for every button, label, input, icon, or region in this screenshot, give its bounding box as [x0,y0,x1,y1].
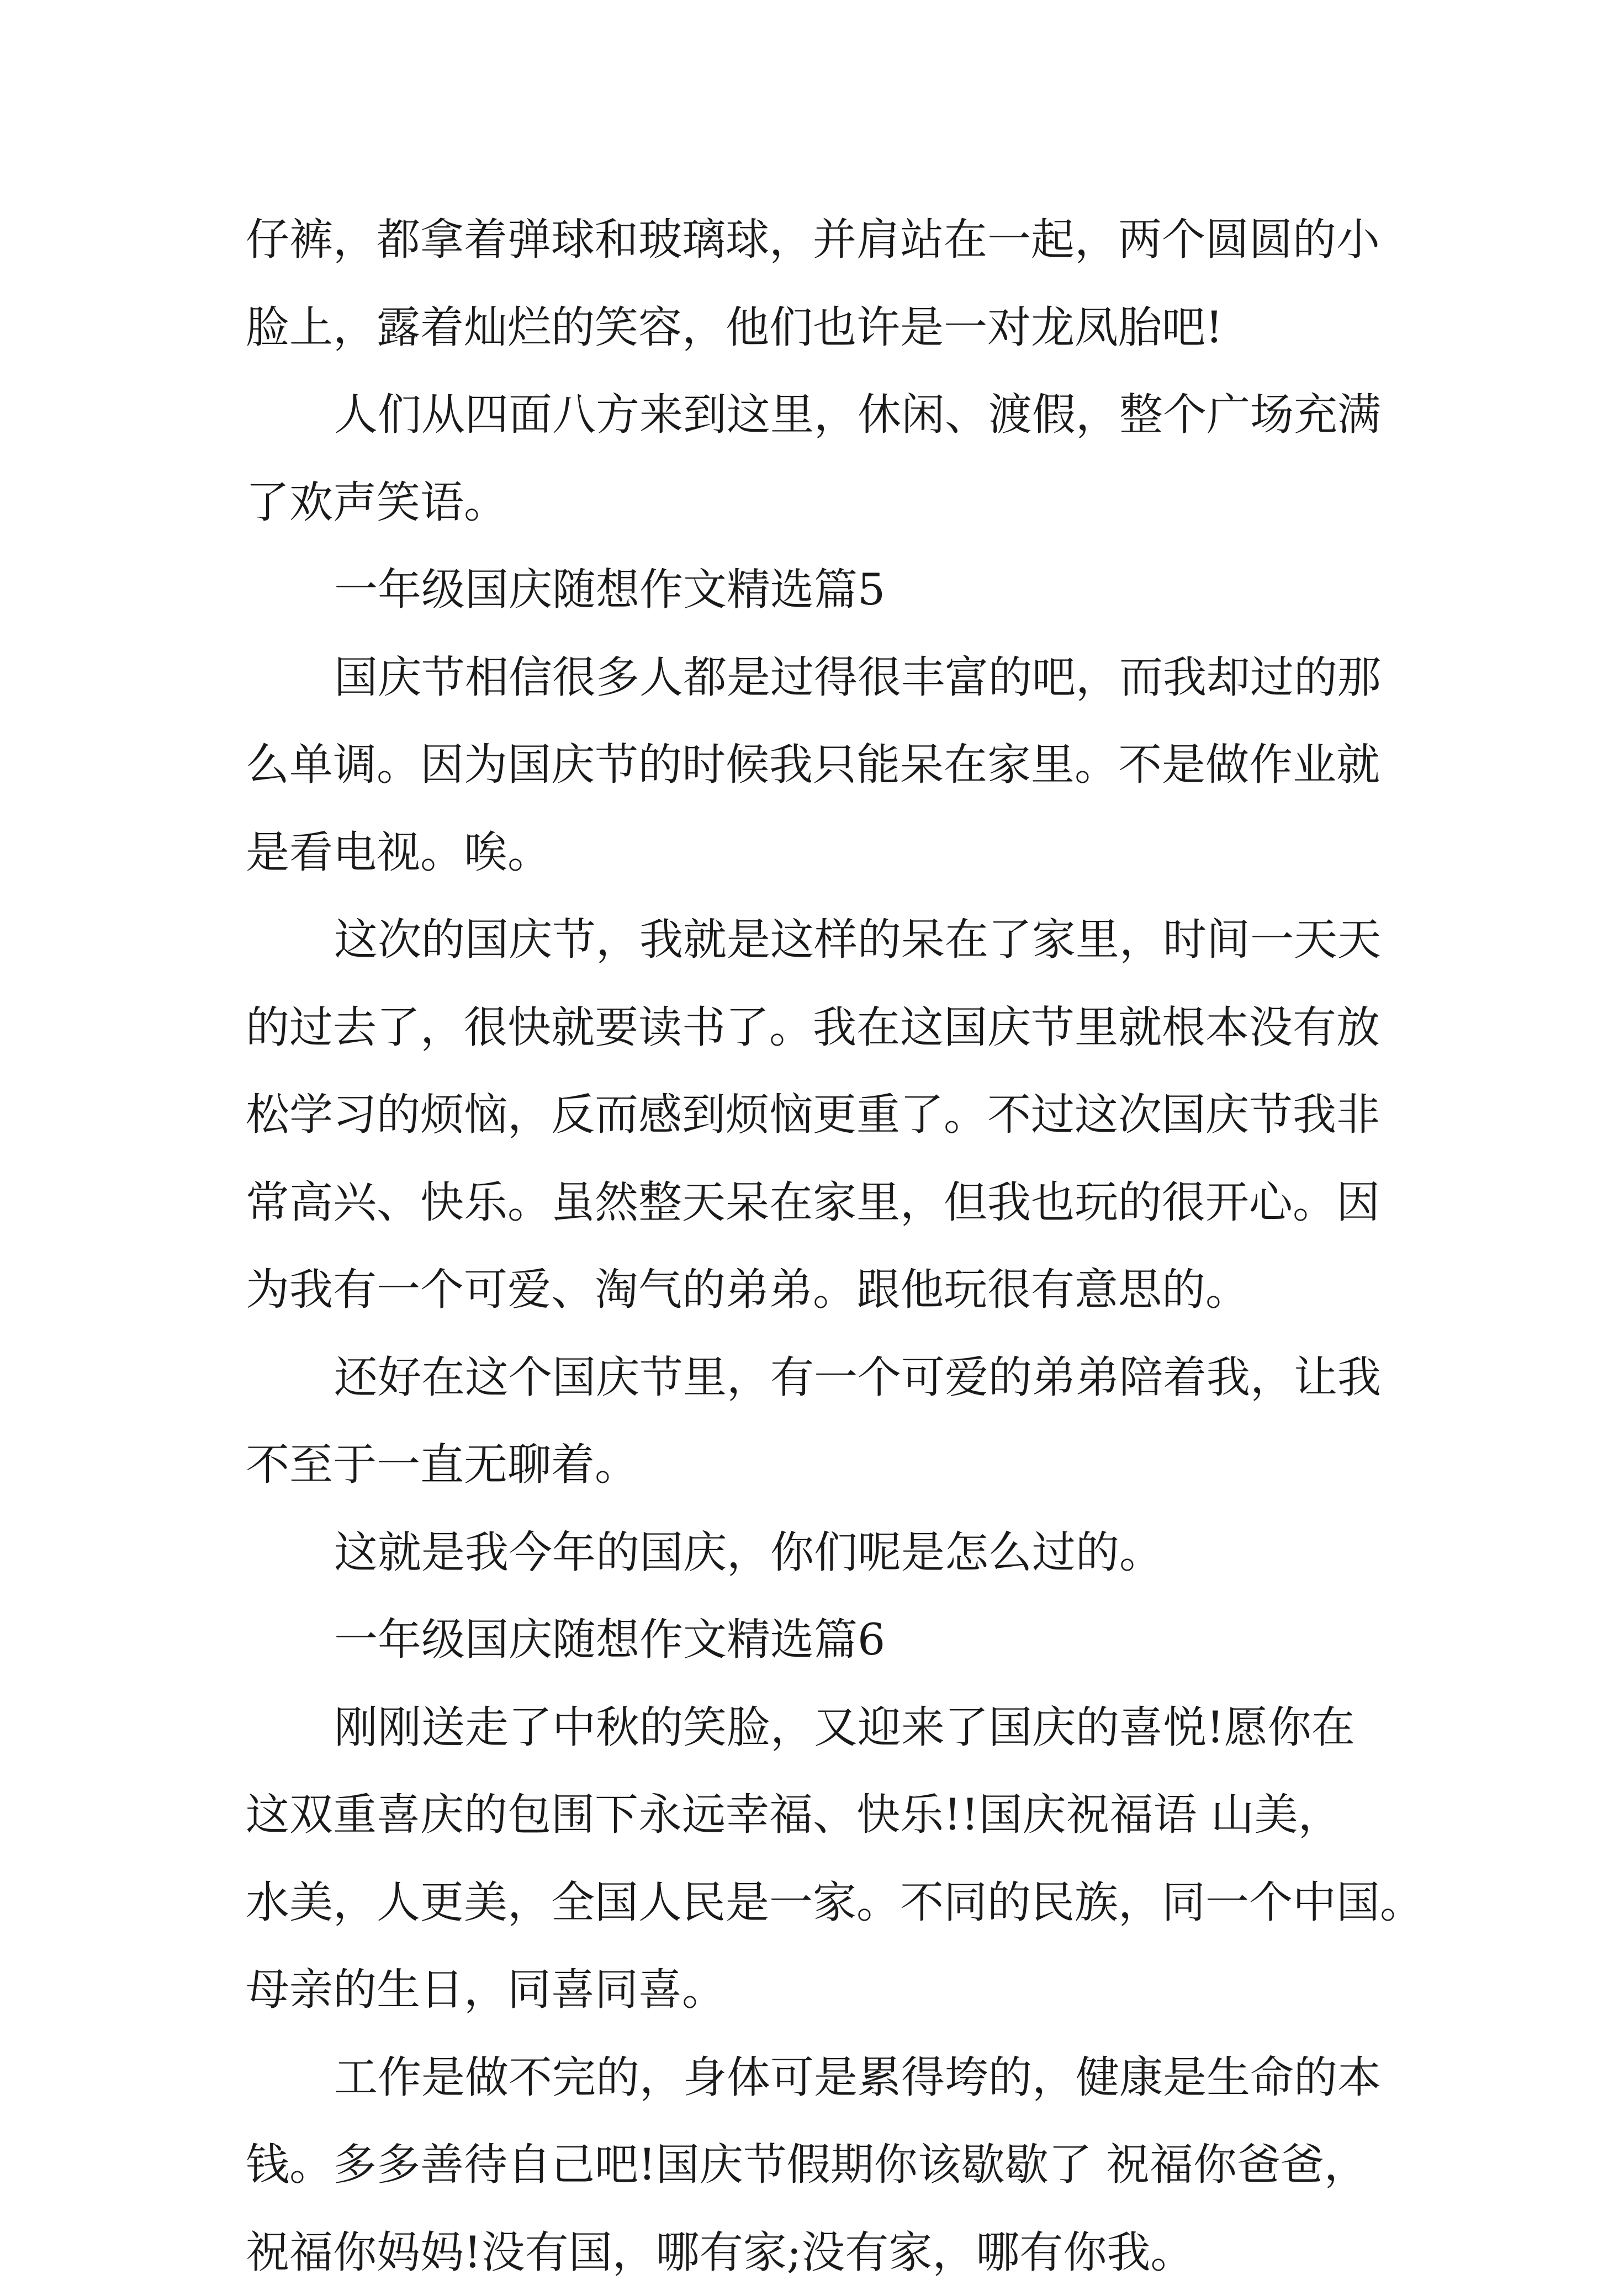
text-line: 母亲的生日，同喜同喜。 [246,1946,1372,2034]
text-line: 祝福你妈妈!没有国，哪有家;没有家，哪有你我。 [246,2209,1372,2296]
text-line: 仔裤，都拿着弹球和玻璃球，并肩站在一起，两个圆圆的小 [246,196,1372,284]
text-line: 脸上，露着灿烂的笑容，他们也许是一对龙凤胎吧! [246,284,1372,372]
text-line: 常高兴、快乐。虽然整天呆在家里，但我也玩的很开心。因 [246,1159,1372,1247]
paragraph-start-line: 这次的国庆节，我就是这样的呆在了家里，时间一天天 [246,896,1372,984]
text-line: 为我有一个可爱、淘气的弟弟。跟他玩很有意思的。 [246,1246,1372,1334]
text-line: 的过去了，很快就要读书了。我在这国庆节里就根本没有放 [246,984,1372,1072]
document-body [246,196,1372,2296]
text-line: 是看电视。唉。 [246,809,1372,897]
paragraph-start-line: 国庆节相信很多人都是过得很丰富的吧，而我却过的那 [246,634,1372,722]
text-line: 不至于一直无聊着。 [246,1421,1372,1509]
paragraph-start-line: 刚刚送走了中秋的笑脸，又迎来了国庆的喜悦!愿你在 [246,1684,1372,1772]
text-line: 水美，人更美，全国人民是一家。不同的民族，同一个中国。 [246,1859,1372,1947]
text-line: 了欢声笑语。 [246,459,1372,547]
paragraph-start-line: 工作是做不完的，身体可是累得垮的，健康是生命的本 [246,2034,1372,2122]
text-line: 这双重喜庆的包围下永远幸福、快乐!!国庆祝福语 山美， [246,1771,1372,1859]
paragraph-start-line: 人们从四面八方来到这里，休闲、渡假，整个广场充满 [246,371,1372,459]
text-line: 钱。多多善待自己吧!国庆节假期你该歇歇了 祝福你爸爸， [246,2121,1372,2209]
paragraph-start-line: 这就是我今年的国庆，你们呢是怎么过的。 [246,1509,1372,1597]
section-heading: 一年级国庆随想作文精选篇5 [246,546,1372,634]
text-line: 松学习的烦恼，反而感到烦恼更重了。不过这次国庆节我非 [246,1071,1372,1159]
text-line: 么单调。因为国庆节的时候我只能呆在家里。不是做作业就 [246,721,1372,809]
section-heading: 一年级国庆随想作文精选篇6 [246,1596,1372,1684]
paragraph-start-line: 还好在这个国庆节里，有一个可爱的弟弟陪着我，让我 [246,1334,1372,1422]
